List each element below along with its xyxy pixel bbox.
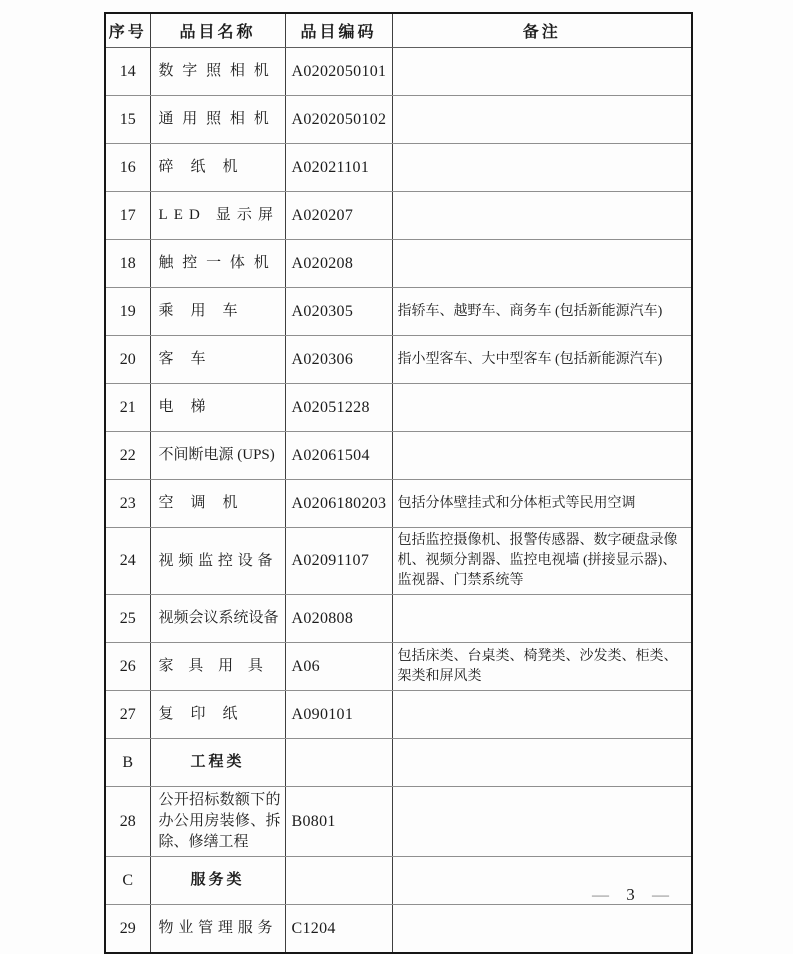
item-code-cell: A06 xyxy=(285,643,392,691)
remark-cell xyxy=(392,240,692,288)
item-name-cell: 视频监控设备 xyxy=(150,528,285,595)
remark-cell: 指小型客车、大中型客车 (包括新能源汽车) xyxy=(392,336,692,384)
remark-cell xyxy=(392,691,692,739)
item-name-cell: LED 显示屏 xyxy=(150,192,285,240)
row-index-cell: 21 xyxy=(105,384,150,432)
row-index-cell: 25 xyxy=(105,595,150,643)
row-index-cell: 14 xyxy=(105,48,150,96)
row-index-cell: 15 xyxy=(105,96,150,144)
row-index-cell: 20 xyxy=(105,336,150,384)
table-row xyxy=(105,787,692,857)
item-code-cell: A020305 xyxy=(285,288,392,336)
table-row xyxy=(105,288,692,336)
remark-cell xyxy=(392,905,692,954)
table-row xyxy=(105,905,692,954)
col-header-code: 品目编码 xyxy=(285,13,392,48)
item-name-cell: 物业管理服务 xyxy=(150,905,285,954)
item-code-cell: A020808 xyxy=(285,595,392,643)
section-row xyxy=(105,739,692,787)
item-name-cell: 客车 xyxy=(150,336,285,384)
item-code-cell: A02091107 xyxy=(285,528,392,595)
remark-cell xyxy=(392,384,692,432)
item-name-cell: 乘用车 xyxy=(150,288,285,336)
item-name-cell: 公开招标数额下的办公用房装修、拆除、修缮工程 xyxy=(150,787,285,857)
row-index-cell: 22 xyxy=(105,432,150,480)
remark-cell xyxy=(392,787,692,857)
remark-cell: 包括监控摄像机、报警传感器、数字硬盘录像机、视频分割器、监控电视墙 (拼接显示器)、监视器、门禁系统等 xyxy=(392,528,692,595)
item-code-cell: A020208 xyxy=(285,240,392,288)
item-name-cell: 电梯 xyxy=(150,384,285,432)
item-code-cell xyxy=(285,739,392,787)
item-name-cell: 通用照相机 xyxy=(150,96,285,144)
row-index-cell: 17 xyxy=(105,192,150,240)
col-header-name: 品目名称 xyxy=(150,13,285,48)
row-index-cell: 23 xyxy=(105,480,150,528)
item-name-cell: 视频会议系统设备 xyxy=(150,595,285,643)
header-row xyxy=(105,13,692,48)
footer-dash-left: — xyxy=(592,885,609,904)
col-header-remark: 备注 xyxy=(392,13,692,48)
remark-cell: 包括分体壁挂式和分体柜式等民用空调 xyxy=(392,480,692,528)
row-index-cell: 26 xyxy=(105,643,150,691)
remark-cell xyxy=(392,48,692,96)
table-row xyxy=(105,336,692,384)
item-name-cell: 复印纸 xyxy=(150,691,285,739)
table-body xyxy=(105,48,692,954)
remark-cell xyxy=(392,739,692,787)
item-name-cell: 工程类 xyxy=(150,739,285,787)
table-row xyxy=(105,480,692,528)
table-row xyxy=(105,192,692,240)
table-row xyxy=(105,384,692,432)
table-row xyxy=(105,595,692,643)
remark-cell xyxy=(392,192,692,240)
item-name-cell: 触控一体机 xyxy=(150,240,285,288)
page-footer xyxy=(104,885,691,905)
item-name-cell: 家具用具 xyxy=(150,643,285,691)
table-row xyxy=(105,432,692,480)
table-row xyxy=(105,144,692,192)
remark-cell: 指轿车、越野车、商务车 (包括新能源汽车) xyxy=(392,288,692,336)
row-index-cell: 28 xyxy=(105,787,150,857)
item-name-cell: 碎纸机 xyxy=(150,144,285,192)
col-header-index: 序号 xyxy=(105,13,150,48)
table-header xyxy=(105,13,692,48)
item-code-cell: A02061504 xyxy=(285,432,392,480)
row-index-cell: 18 xyxy=(105,240,150,288)
remark-cell xyxy=(392,595,692,643)
table-row xyxy=(105,528,692,595)
page-number: 3 xyxy=(626,885,635,904)
table-row xyxy=(105,48,692,96)
item-name-cell: 数字照相机 xyxy=(150,48,285,96)
footer-dash-right: — xyxy=(652,885,669,904)
item-name-cell: 服务类 xyxy=(150,857,285,905)
item-code-cell: A0206180203 xyxy=(285,480,392,528)
row-index-cell: B xyxy=(105,739,150,787)
remark-cell xyxy=(392,144,692,192)
item-code-cell: C1204 xyxy=(285,905,392,954)
remark-cell xyxy=(392,432,692,480)
row-index-cell: 27 xyxy=(105,691,150,739)
table-row xyxy=(105,240,692,288)
item-code-cell: A020207 xyxy=(285,192,392,240)
item-code-cell: A020306 xyxy=(285,336,392,384)
item-code-cell: A02021101 xyxy=(285,144,392,192)
table-row xyxy=(105,691,692,739)
table-row xyxy=(105,643,692,691)
item-code-cell: A0202050102 xyxy=(285,96,392,144)
row-index-cell: 29 xyxy=(105,905,150,954)
item-code-cell: A02051228 xyxy=(285,384,392,432)
item-code-cell: A0202050101 xyxy=(285,48,392,96)
remark-cell: 包括床类、台桌类、椅凳类、沙发类、柜类、架类和屏风类 xyxy=(392,643,692,691)
remark-cell xyxy=(392,96,692,144)
item-code-cell: A090101 xyxy=(285,691,392,739)
row-index-cell: C xyxy=(105,857,150,905)
row-index-cell: 19 xyxy=(105,288,150,336)
row-index-cell: 16 xyxy=(105,144,150,192)
item-name-cell: 不间断电源 (UPS) xyxy=(150,432,285,480)
item-name-cell: 空调机 xyxy=(150,480,285,528)
row-index-cell: 24 xyxy=(105,528,150,595)
procurement-items-table xyxy=(104,12,693,954)
item-code-cell: B0801 xyxy=(285,787,392,857)
table-row xyxy=(105,96,692,144)
